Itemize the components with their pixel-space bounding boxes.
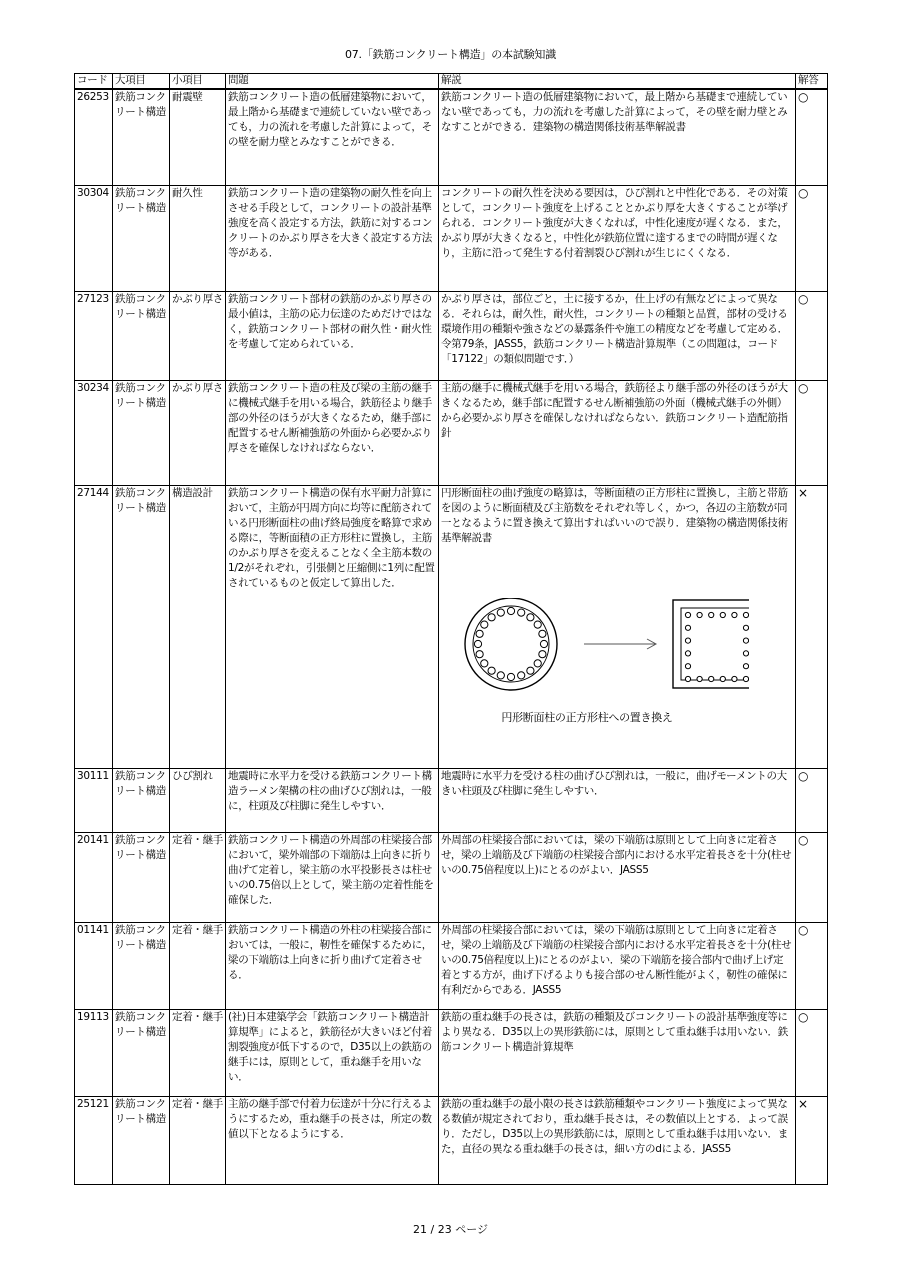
cell-code: 25121 [75,1096,113,1184]
table-row [75,185,828,291]
cell-answer: ○ [796,185,828,291]
main-bar [527,667,534,674]
column-header-explanation: 解説 [439,74,796,90]
table-header-row [75,74,828,90]
cell-code: 26253 [75,89,113,185]
cell-explanation: 外周部の柱梁接合部においては，梁の下端筋は原則として上向きに定着させ，梁の上端筋及び下端筋の柱梁接合部内における水平定着長さを十分(柱せいの0.75倍程度以上)にとるのがよい．梁の下端筋を接合部内で曲げ上げ定着とする方が，曲げ下げるよりも接合部のせん断性能がよく，靭性の確保に有利だからである．JASS5 [439,922,796,1009]
cell-answer: ○ [796,89,828,185]
main-bar [732,676,737,681]
cell-minor: かぶり厚さ [170,380,226,485]
cell-minor: 定着・継手 [170,1096,226,1184]
main-bar [488,667,495,674]
cell-question: 鉄筋コンクリート構造の保有水平耐力計算において，主筋が円周方向に均等に配筋されている円形断面柱の曲げ終局強度を略算で求める際に，等断面積の正方形柱に置換し，主筋のかぶり厚さを変えることなく全主筋本数の1/2がそれぞれ，引張側と圧縮側に1列に配置されているものと仮定して算出した． [226,485,439,768]
cell-code: 20141 [75,832,113,922]
table-row [75,1009,828,1096]
cell-minor: 定着・継手 [170,922,226,1009]
square-column-hoop [681,608,749,680]
cell-minor: 耐久性 [170,185,226,291]
table-row [75,291,828,380]
cell-explanation-with-diagram [439,485,796,768]
table-row [75,485,828,768]
cell-major: 鉄筋コンクリート構造 [113,768,170,832]
main-bar [476,630,483,637]
cell-major: 鉄筋コンクリート構造 [113,485,170,768]
cell-major: 鉄筋コンクリート構造 [113,1009,170,1096]
main-bar [527,613,534,620]
main-bar [481,621,488,628]
main-bar [685,625,690,630]
main-bar [476,650,483,657]
main-bar [497,609,504,616]
main-bar [540,640,547,647]
cell-code: 30111 [75,768,113,832]
main-bar [518,671,525,678]
cell-answer: ○ [796,768,828,832]
cell-major: 鉄筋コンクリート構造 [113,291,170,380]
main-bar [720,676,725,681]
main-bar [539,630,546,637]
column-header-answer: 解答 [796,74,828,90]
cell-answer: × [796,1096,828,1184]
table-row [75,922,828,1009]
question-table [74,73,828,1185]
circular-main-bars [474,607,547,680]
main-bar [697,676,702,681]
cell-code: 19113 [75,1009,113,1096]
cell-answer: ○ [796,291,828,380]
cell-question: 地震時に水平力を受ける鉄筋コンクリート構造ラーメン架構の柱の曲げひび割れは，一般に，柱頭及び柱脚に発生しやすい． [226,768,439,832]
cell-question: 鉄筋コンクリート構造の外柱の柱梁接合部においては，一般に，靭性を確保するために，梁の下端筋は上向きに折り曲げて定着させる． [226,922,439,1009]
main-bar [507,607,514,614]
cell-question: 鉄筋コンクリート造の建築物の耐久性を向上させる手段として，コンクリートの設計基準強度を高く設定する方法，鉄筋に対するコンクリートのかぶり厚さを大きく設定する方法等がある． [226,185,439,291]
cell-answer: ○ [796,832,828,922]
cell-major: 鉄筋コンクリート構造 [113,185,170,291]
main-bar [743,625,748,630]
cell-explanation: 鉄筋の重ね継手の最小限の長さは鉄筋種類やコンクリート強度によって異なる数値が規定されており，重ね継手長さは，その数値以上とする．よって誤り．ただし，D35以上の異形鉄筋には，原則として重ね継手は用いない．また，直径の異なる重ね継手の長さは，細い方のdによる．JASS5 [439,1096,796,1184]
cell-major: 鉄筋コンクリート構造 [113,832,170,922]
cell-explanation: 主筋の継手に機械式継手を用いる場合，鉄筋径より継手部の外径のほうが大きくなるため，継手部に配置するせん断補強筋の外面（機械式継手の外側）から必要かぶり厚さを確保しなければならない．鉄筋コンクリート造配筋指針 [439,380,796,485]
table-row [75,380,828,485]
diagram-caption: 円形断面柱の正方形柱への置き換え [501,710,673,724]
main-bar [709,612,714,617]
main-bar [534,659,541,666]
cell-minor: ひび割れ [170,768,226,832]
column-conversion-diagram [459,598,749,728]
cell-question: 鉄筋コンクリート造の柱及び梁の主筋の継手に機械式継手を用いる場合，鉄筋径より継手部の外径のほうが大きくなるため，継手部に配置するせん断補強筋の外面から必要かぶり厚さを確保しなければならない． [226,380,439,485]
cell-minor: 定着・継手 [170,832,226,922]
cell-explanation: 外周部の柱梁接合部においては，梁の下端筋は原則として上向きに定着させ，梁の上端筋及び下端筋の柱梁接合部内における水平定着長さを十分(柱せいの0.75倍程度以上)にとるのがよい．JASS5 [439,832,796,922]
cell-explanation: 円形断面柱の曲げ強度の略算は，等断面積の正方形柱に置換し，主筋と帯筋を図のように断面積及び主筋数をそれぞれ等しく，かつ，各辺の主筋数が同一となるように置き換えて算出すればいいので誤り．建築物の構造関係技術基準解説書 [441,486,788,544]
column-header-major: 大項目 [113,74,170,90]
cell-answer: ○ [796,380,828,485]
cell-code: 27144 [75,485,113,768]
main-bar [709,676,714,681]
cell-answer: ○ [796,1009,828,1096]
cell-question: 鉄筋コンクリート部材の鉄筋のかぶり厚さの最小値は，主筋の応力伝達のためだけではなく，鉄筋コンクリート部材の耐久性・耐火性を考慮して定められている． [226,291,439,380]
main-bar [685,650,690,655]
main-bar [697,612,702,617]
cell-question: (社)日本建築学会「鉄筋コンクリート構造計算規準」によると，鉄筋径が大きいほど付着割裂強度が低下するので，D35以上の鉄筋の継手には，原則として，重ね継手を用いない． [226,1009,439,1096]
main-bar [685,676,690,681]
cell-explanation: 地震時に水平力を受ける柱の曲げひび割れは，一般に，曲げモーメントの大きい柱頭及び柱脚に発生しやすい． [439,768,796,832]
cell-question: 鉄筋コンクリート造の低層建築物において，最上階から基礎まで連続していない壁であっても，力の流れを考慮した計算によって，その壁を耐力壁とみなすことができる． [226,89,439,185]
cell-answer: ○ [796,922,828,1009]
cell-answer: × [796,485,828,768]
main-bar [732,612,737,617]
page-title: 07.「鉄筋コンクリート構造」の本試験知識 [344,48,557,61]
main-bar [518,609,525,616]
table-row [75,1096,828,1184]
cell-major: 鉄筋コンクリート構造 [113,1096,170,1184]
cell-explanation: 鉄筋の重ね継手の長さは，鉄筋の種類及びコンクリートの設計基準強度等により異なる．D35以上の異形鉄筋には，原則として重ね継手は用いない．鉄筋コンクリート構造計算規準 [439,1009,796,1096]
cell-code: 30304 [75,185,113,291]
table-row [75,768,828,832]
main-bar [685,612,690,617]
main-bar [685,663,690,668]
cell-minor: 構造設計 [170,485,226,768]
cell-explanation: コンクリートの耐久性を決める要因は，ひび割れと中性化である．その対策として，コンクリート強度を上げることとかぶり厚を大きくすることが挙げられる．コンクリート強度が大きくなれば，中性化速度が遅くなる．また，かぶり厚が大きくなると，中性化が鉄筋位置に達するまでの時間が遅くなり，主筋に沿って発生する付着割裂ひび割れが生じにくくなる． [439,185,796,291]
main-bar [743,676,748,681]
cell-code: 27123 [75,291,113,380]
cell-code: 01141 [75,922,113,1009]
square-main-bars [685,612,748,681]
table-row [75,89,828,185]
page-number: 21 / 23 ページ [413,1223,488,1236]
main-bar [497,671,504,678]
main-bar [743,612,748,617]
cell-explanation: かぶり厚さは，部位ごと，土に接するか，仕上げの有無などによって異なる．それらは，耐久性，耐火性，コンクリートの種類と品質，部材の受ける環境作用の種類や強さなどの暴露条件や施工の精度などを考慮して定める．令第79条，JASS5，鉄筋コンクリート構造計算規準（この問題は，コード「17122」の類似問題です．） [439,291,796,380]
main-bar [488,613,495,620]
column-header-question: 問題 [226,74,439,90]
cell-major: 鉄筋コンクリート構造 [113,89,170,185]
table-row [75,832,828,922]
circular-column-hoop [473,606,549,682]
cell-explanation: 鉄筋コンクリート造の低層建築物において，最上階から基礎まで連続していない壁であっても，力の流れを考慮した計算によって，その壁を耐力壁とみなすことができる．建築物の構造関係技術基準解説書 [439,89,796,185]
main-bar [720,612,725,617]
column-header-minor: 小項目 [170,74,226,90]
main-bar [539,650,546,657]
column-header-code: コード [75,74,113,90]
cell-question: 鉄筋コンクリート構造の外周部の柱梁接合部において，梁外端部の下端筋は上向きに折り曲げて定着し，梁主筋の水平投影長さは柱せいの0.75倍以上として，梁主筋の定着性能を確保した． [226,832,439,922]
cell-minor: 定着・継手 [170,1009,226,1096]
main-bar [481,659,488,666]
cell-major: 鉄筋コンクリート構造 [113,380,170,485]
cell-major: 鉄筋コンクリート構造 [113,922,170,1009]
cell-minor: 耐震壁 [170,89,226,185]
main-bar [743,663,748,668]
cell-question: 主筋の継手部で付着力伝達が十分に行えるようにするため，重ね継手の長さは，所定の数値以下となるようにする． [226,1096,439,1184]
main-bar [743,650,748,655]
cell-minor: かぶり厚さ [170,291,226,380]
main-bar [474,640,481,647]
main-bar [685,638,690,643]
cell-code: 30234 [75,380,113,485]
main-bar [743,638,748,643]
main-bar [534,621,541,628]
main-bar [507,673,514,680]
